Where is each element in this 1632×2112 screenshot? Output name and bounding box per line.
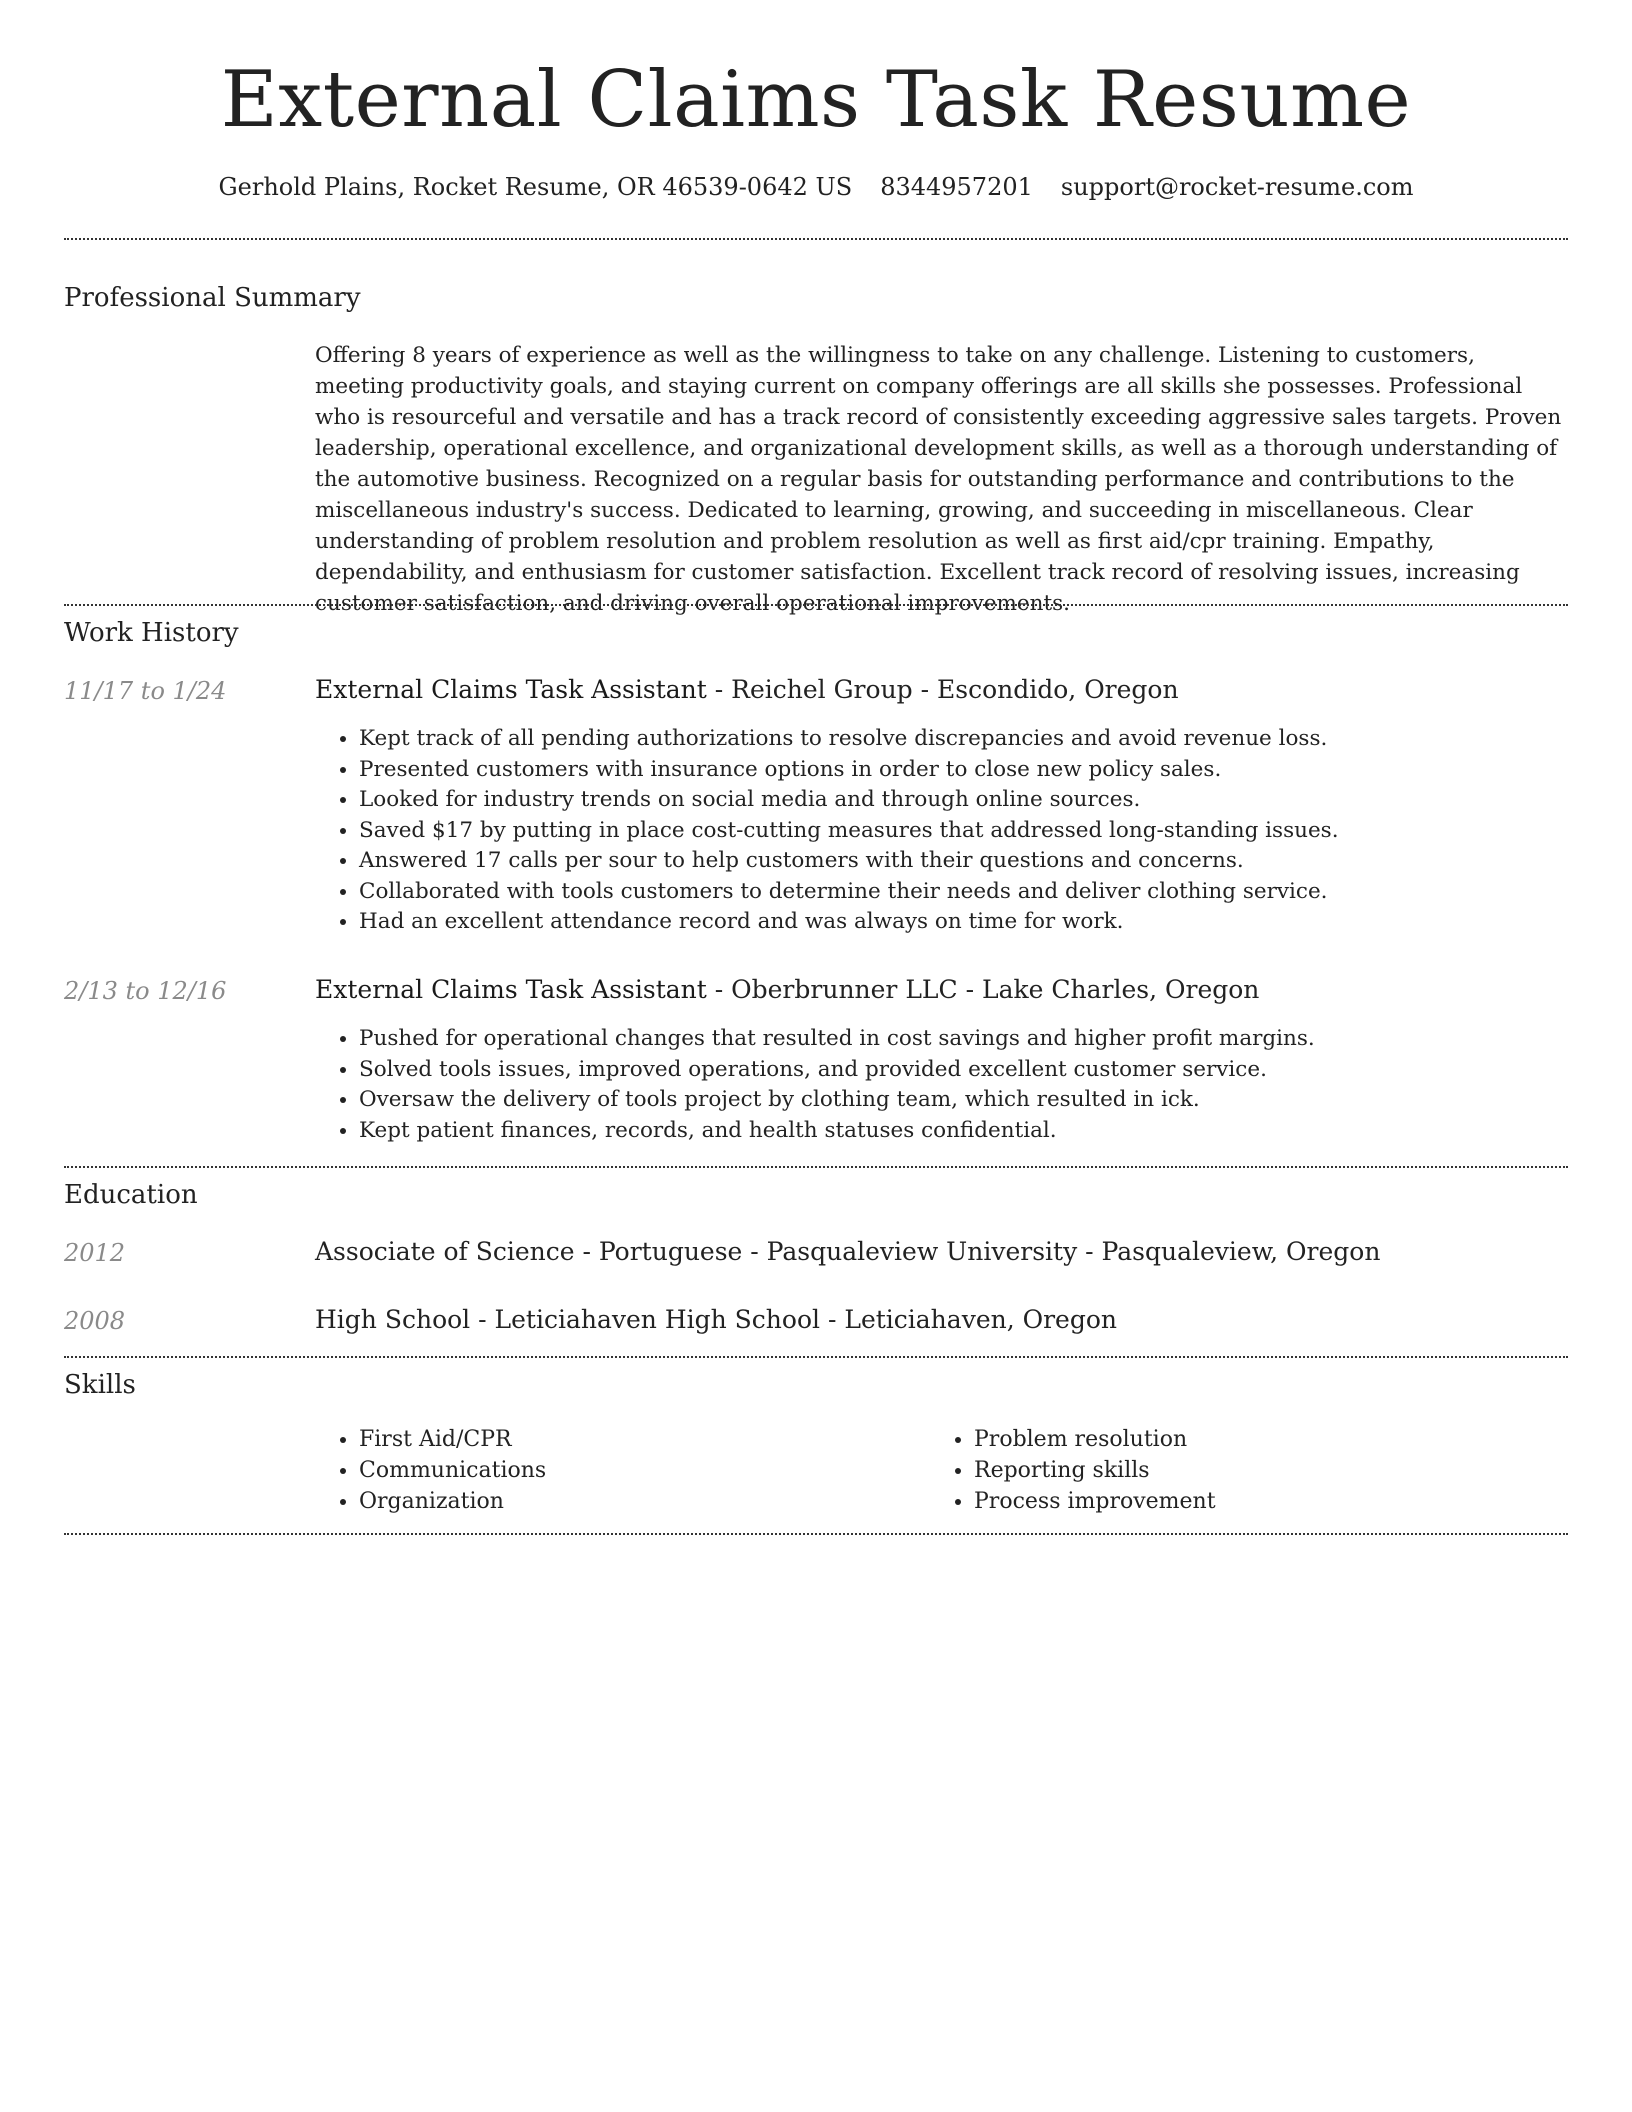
skill-item: • Organization	[359, 1486, 546, 1517]
skills-list-left	[315, 1424, 546, 1517]
contact-line	[0, 170, 1632, 204]
summary-heading: Professional Summary	[64, 283, 361, 313]
list-item: • Kept track of all pending authorizations to resolve discrepancies and avoid revenue loss.	[359, 724, 1339, 755]
list-item: • Solved tools issues, improved operations, and provided excellent customer service.	[359, 1055, 1315, 1086]
skills-list-right	[930, 1424, 1216, 1517]
job-dates: 2/13 to 12/16	[64, 977, 227, 1005]
list-item: • Answered 17 calls per sour to help customers with their questions and concerns.	[359, 846, 1339, 877]
job-bullets	[315, 724, 1339, 938]
contact-email: support@rocket-resume.com	[1060, 173, 1414, 201]
contact-phone: 8344957201	[880, 173, 1033, 201]
job-title	[315, 973, 1259, 1007]
section-divider	[64, 604, 1568, 606]
work-history-heading: Work History	[64, 618, 239, 648]
section-divider	[64, 1166, 1568, 1168]
section-divider	[64, 238, 1568, 240]
skill-item: • First Aid/CPR	[359, 1424, 546, 1455]
skill-item: • Problem resolution	[974, 1424, 1216, 1455]
job-details: - Oberbrunner LLC - Lake Charles, Oregon	[706, 975, 1260, 1004]
education-year: 2008	[64, 1307, 126, 1335]
list-item: • Collaborated with tools customers to determine their needs and deliver clothing service.	[359, 877, 1339, 908]
skill-item: • Process improvement	[974, 1486, 1216, 1517]
section-divider	[64, 1533, 1568, 1535]
skill-item: • Reporting skills	[974, 1455, 1216, 1486]
list-item: • Oversaw the delivery of tools project by clothing team, which resulted in ick.	[359, 1085, 1315, 1116]
job-title	[315, 673, 1179, 707]
summary-text: Offering 8 years of experience as well as the willingness to take on any challenge. Listening to customers, meeting productivity goals, and staying current on company offerings are all skills she possesses. Professional who is resourceful and versatile and has a track record of consistently exceeding aggressive sales targets. Proven leadership, operational excellence, and organizational development skills, as well as a thorough understanding of the automotive business. Recognized on a regular basis for outstanding performance and contributions to the miscellaneous industry's success. Dedicated to learning, growing, and succeeding in miscellaneous. Clear understanding of problem resolution and problem resolution as well as first aid/cpr training. Empathy, dependability, and enthusiasm for customer satisfaction. Excellent track record of resolving issues, increasing customer satisfaction, and driving overall operational improvements.	[315, 343, 1562, 616]
list-item: • Pushed for operational changes that resulted in cost savings and higher profit margins.	[359, 1024, 1315, 1055]
contact-address: Gerhold Plains, Rocket Resume, OR 46539-0642 US	[218, 173, 853, 201]
skills-heading: Skills	[64, 1370, 136, 1400]
education-entry: High School - Leticiahaven High School - Leticiahaven, Oregon	[315, 1305, 1118, 1334]
education-entry: Associate of Science - Portuguese - Pasqualeview University - Pasqualeview, Oregon	[315, 1237, 1381, 1266]
list-item: • Had an excellent attendance record and was always on time for work.	[359, 907, 1339, 938]
list-item: • Looked for industry trends on social media and through online sources.	[359, 785, 1339, 816]
job-role: External Claims Task Assistant	[315, 975, 707, 1004]
job-bullets	[315, 1024, 1315, 1146]
list-item: • Presented customers with insurance options in order to close new policy sales.	[359, 755, 1339, 786]
list-item: • Kept patient finances, records, and health statuses confidential.	[359, 1116, 1315, 1147]
education-heading: Education	[64, 1180, 198, 1210]
job-details: - Reichel Group - Escondido, Oregon	[706, 675, 1179, 704]
job-dates: 11/17 to 1/24	[64, 677, 227, 705]
education-year: 2012	[64, 1239, 126, 1267]
resume-title: External Claims Task Resume	[220, 55, 1412, 145]
skill-item: • Communications	[359, 1455, 546, 1486]
list-item: • Saved $17 by putting in place cost-cutting measures that addressed long-standing issues.	[359, 816, 1339, 847]
section-divider	[64, 1356, 1568, 1358]
job-role: External Claims Task Assistant	[315, 675, 707, 704]
